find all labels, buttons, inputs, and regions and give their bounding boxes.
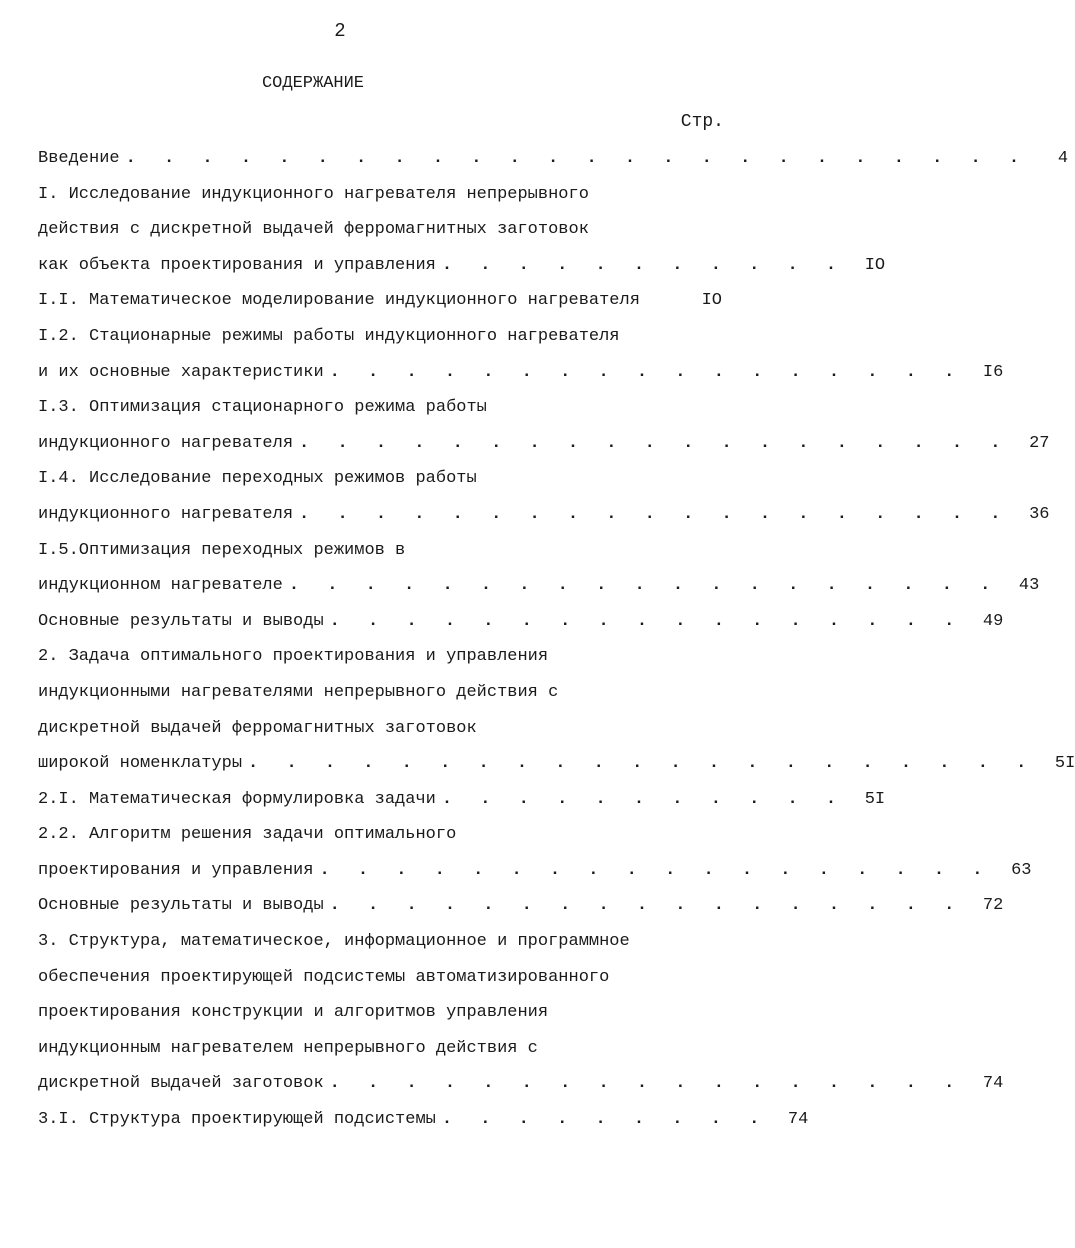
toc-entry-text: I.I. Математическое моделирование индукционного нагревателя (38, 291, 640, 311)
toc-entry (38, 319, 722, 355)
toc-entry-text: обеспечения проектирующей подсистемы автоматизированного (38, 967, 610, 987)
toc-entry-text: проектирования конструкции и алгоритмов управления (38, 1003, 549, 1023)
toc-entry (38, 924, 722, 960)
toc-page-number: 27 (1029, 433, 1050, 453)
toc-entry-text: действия с дискретной выдачей ферромагнитных заготовок (38, 220, 589, 240)
toc-leader-dots: . . . . . . . . . . . (441, 255, 846, 275)
toc-entry (38, 177, 722, 213)
toc-entry (38, 1066, 1004, 1102)
toc-page-number: 5I (1054, 754, 1075, 774)
toc-entry-text: I.4. Исследование переходных режимов работы (38, 469, 477, 489)
toc-entry-text: Введение (38, 149, 120, 168)
toc-leader-dots: . . . . . . . . . . . . . . . . . . (319, 860, 992, 880)
toc-page-number: 74 (982, 1074, 1004, 1094)
toc-entry-text: I. Исследование индукционного нагревателя непрерывного (38, 184, 589, 204)
toc-page-number: 74 (787, 1110, 809, 1130)
toc-entry (38, 461, 722, 497)
toc-entry-text: I.5.Оптимизация переходных режимов в (38, 540, 406, 560)
toc-entry-text: проектирования и управления (38, 860, 314, 880)
toc-entry-text: I.2. Стационарные режимы работы индукционного нагревателя (38, 326, 620, 346)
toc-page-number: IO (864, 255, 886, 275)
toc-leader-dots: . . . . . . . . . . . (441, 789, 846, 809)
toc-entry (38, 888, 1004, 924)
page-number: 2 (334, 20, 346, 42)
toc-entry (38, 817, 722, 853)
toc-entry-text: как объекта проектирования и управления (38, 255, 436, 275)
toc-entry (38, 355, 1004, 391)
toc-entry (38, 746, 1075, 782)
toc-entry (38, 782, 886, 818)
toc-entry (38, 1102, 809, 1138)
toc-leader-dots: . . . . . . . . . . . . . . . . . . . . . . . . (125, 149, 1029, 168)
toc-entry-text: широкой номенклатуры (38, 754, 243, 774)
toc-entry-text: 2. Задача оптимального проектирования и управления (38, 647, 549, 667)
toc-entry-text: Основные результаты и выводы (38, 611, 324, 631)
toc-entry (38, 248, 886, 284)
toc-entry-text: дискретной выдачей заготовок (38, 1074, 324, 1094)
toc-leader-dots: . . . . . . . . . . . . . . . . . (329, 896, 964, 916)
toc-entry (38, 390, 722, 426)
table-of-contents (38, 141, 1075, 1138)
toc-entry (38, 141, 1069, 177)
page-title: СОДЕРЖАНИЕ (261, 74, 365, 93)
toc-page-number: IO (701, 291, 722, 311)
toc-entry-text: индукционного нагревателя (38, 433, 294, 453)
toc-leader-dots: . . . . . . . . . (441, 1110, 769, 1130)
toc-entry-text: Основные результаты и выводы (38, 896, 324, 916)
toc-entry (38, 426, 1050, 462)
toc-entry-text: I.3. Оптимизация стационарного режима работы (38, 398, 487, 418)
toc-page-number: 5I (864, 789, 886, 809)
toc-entry (38, 853, 1032, 889)
toc-page-number: 72 (982, 896, 1004, 916)
toc-entry (38, 497, 1050, 533)
toc-entry-text: и их основные характеристики (38, 362, 324, 382)
toc-leader-dots: . . . . . . . . . . . . . . . . . (329, 611, 964, 631)
toc-leader-dots: . . . . . . . . . . . . . . . . . (329, 362, 964, 382)
toc-leader-dots: . . . . . . . . . . . . . . . . . . . . . (248, 754, 1036, 774)
toc-entry-text: индукционном нагревателе (38, 576, 283, 596)
toc-page-number: 36 (1029, 504, 1050, 524)
toc-entry-text: 2.2. Алгоритм решения задачи оптимального (38, 825, 457, 845)
toc-entry-text: 3.I. Структура проектирующей подсистемы (38, 1110, 436, 1130)
toc-entry-text: 2.I. Математическая формулировка задачи (38, 789, 436, 809)
toc-page-number: 49 (982, 611, 1004, 631)
toc-entry (38, 604, 1004, 640)
toc-entry-text: дискретной выдачей ферромагнитных заготовок (38, 718, 477, 738)
toc-page-number: 4 (1057, 149, 1069, 168)
toc-entry-text: индукционным нагревателем непрерывного действия с (38, 1038, 538, 1058)
toc-entry (38, 639, 722, 675)
toc-page-number: 43 (1018, 576, 1040, 596)
toc-leader-dots: . . . . . . . . . . . . . . . . . . . (299, 504, 1010, 524)
toc-page-number: 63 (1011, 860, 1032, 880)
toc-entry (38, 533, 722, 569)
toc-leader-dots: . . . . . . . . . . . . . . . . . . . (299, 433, 1010, 453)
toc-entry-text: индукционными нагревателями непрерывного действия с (38, 682, 559, 702)
toc-entry (38, 995, 722, 1031)
toc-leader-dots: . . . . . . . . . . . . . . . . . . . (288, 576, 1000, 596)
toc-entry (38, 1031, 722, 1067)
toc-page-number: I6 (982, 362, 1004, 382)
toc-entry (38, 675, 722, 711)
toc-entry-text: индукционного нагревателя (38, 504, 294, 524)
toc-entry-text: 3. Структура, математическое, информационное и программное (38, 932, 630, 952)
toc-entry (38, 711, 722, 747)
toc-entry (38, 283, 722, 319)
toc-entry (38, 568, 1040, 604)
toc-entry (38, 212, 722, 248)
page-column-label: Стр. (680, 112, 724, 132)
toc-leader-dots: . . . . . . . . . . . . . . . . . (329, 1074, 964, 1094)
toc-entry (38, 960, 722, 996)
